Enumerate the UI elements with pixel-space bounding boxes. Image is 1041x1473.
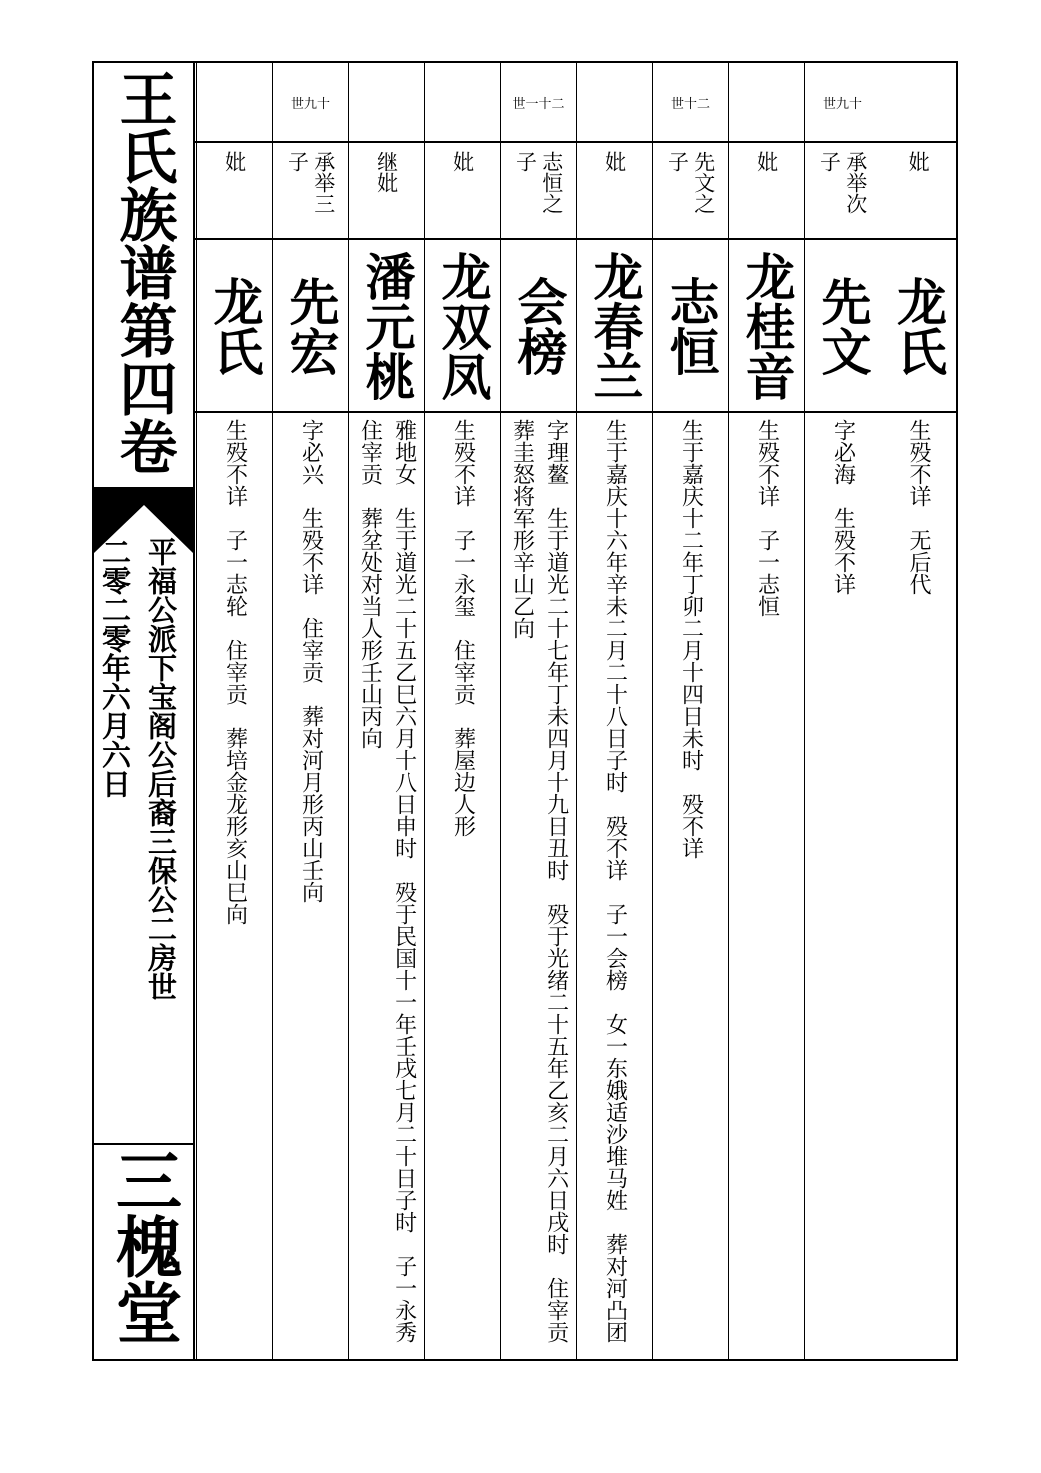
relation-label: 妣 xyxy=(906,150,931,172)
relation-label: 志恒之子 xyxy=(513,150,564,214)
book-title-text: 王氏族谱第四卷 xyxy=(109,69,178,475)
person-name: 龙氏 xyxy=(889,276,948,376)
relation-label: 妣 xyxy=(754,150,779,172)
compile-date: 二零二零年六月六日 xyxy=(98,537,132,798)
entry-column-2 xyxy=(804,63,880,1359)
person-bio: 字必兴 生殁不详 住宰贡 葬对河月形丙山壬向 xyxy=(298,419,324,903)
hall-divider xyxy=(94,1143,193,1145)
entry-column-7 xyxy=(424,63,500,1359)
person-name: 先宏 xyxy=(281,276,341,376)
person-bio: 生殁不详 无后代 xyxy=(906,419,932,595)
bio-cell xyxy=(273,419,348,1349)
person-name: 龙桂音 xyxy=(737,251,797,401)
name-cell xyxy=(880,241,956,411)
name-cell xyxy=(349,241,424,411)
genealogy-grid xyxy=(195,63,956,1365)
person-bio: 生殁不详 子一志轮 住宰贡 葬培金龙形亥山巳向 xyxy=(222,419,248,925)
generation-label: 世九十 xyxy=(290,96,330,112)
person-bio: 生于嘉庆十六年辛未二月二十八日子时 殁不详 子一会榜 女一东娥适沙堆马姓 葬对河凸团 xyxy=(602,419,628,1343)
name-cell xyxy=(501,241,576,411)
person-bio: 字理鳌 生于道光二十七年丁未四月十九日丑时 殁于光绪二十五年乙亥二月六日戌时 住宰贡 葬圭怒将军形辛山乙向 xyxy=(509,419,569,1365)
generation-label xyxy=(425,63,500,141)
person-name: 先文 xyxy=(813,276,873,376)
relation-cell xyxy=(273,143,348,238)
generation-label xyxy=(349,63,424,141)
entry-column-8 xyxy=(348,63,424,1365)
person-name: 志恒 xyxy=(661,276,721,376)
person-bio: 生于嘉庆十二年丁卯二月十四日未时 殁不详 xyxy=(678,419,704,859)
bio-cell xyxy=(349,419,424,1365)
branch-lineage-text: 平福公派下宝阁公后裔三保公二房世 xyxy=(144,537,178,1001)
relation-cell xyxy=(349,143,424,238)
relation-label: 继妣 xyxy=(374,150,399,193)
bio-cell xyxy=(805,419,880,1349)
name-cell xyxy=(577,241,652,411)
entry-column-9 xyxy=(272,63,348,1359)
generation-label: 世一十二 xyxy=(512,96,565,112)
bio-cell xyxy=(577,419,652,1349)
bio-cell xyxy=(880,419,956,1349)
entry-column-6 xyxy=(500,63,576,1365)
relation-label: 承举次子 xyxy=(817,150,868,214)
name-cell xyxy=(273,241,348,411)
bio-cell xyxy=(425,419,500,1349)
generation-label: 世九十 xyxy=(822,96,862,112)
name-cell xyxy=(729,241,804,411)
row-divider-relation xyxy=(195,238,956,240)
person-name: 龙春兰 xyxy=(585,251,645,401)
generation-label xyxy=(880,63,956,141)
relation-cell xyxy=(880,143,956,238)
relation-label: 承举三子 xyxy=(285,150,336,214)
relation-label: 妣 xyxy=(450,150,475,172)
row-divider-generation xyxy=(195,141,956,143)
entry-column-5 xyxy=(576,63,652,1359)
relation-cell xyxy=(577,143,652,238)
person-name: 潘元桃 xyxy=(357,251,417,401)
name-cell xyxy=(653,241,728,411)
relation-cell xyxy=(501,143,576,238)
name-cell xyxy=(425,241,500,411)
relation-cell xyxy=(653,143,728,238)
bio-cell xyxy=(197,419,272,1349)
relation-cell xyxy=(425,143,500,238)
relation-cell xyxy=(729,143,804,238)
relation-label: 妣 xyxy=(602,150,627,172)
relation-label: 妣 xyxy=(222,150,247,172)
relation-cell xyxy=(197,143,272,238)
generation-label xyxy=(577,63,652,141)
person-bio: 生殁不详 子一志恒 xyxy=(754,419,780,617)
person-name: 会榜 xyxy=(509,276,569,376)
name-cell xyxy=(805,241,880,411)
hall-name xyxy=(94,1147,193,1345)
person-name: 龙双凤 xyxy=(433,251,493,401)
generation-label xyxy=(197,63,272,141)
generation-label xyxy=(729,63,804,141)
bio-cell xyxy=(729,419,804,1349)
bio-cell xyxy=(653,419,728,1349)
person-bio: 雅地女 生于道光二十五乙巳六月十八日申时 殁于民国十一年壬戌七月二十日子时 子一永秀 住宰贡 葬坌处对当人形壬山丙向 xyxy=(357,419,417,1365)
entry-column-10 xyxy=(196,63,272,1359)
book-title xyxy=(94,69,193,487)
page-frame xyxy=(92,61,958,1365)
name-cell xyxy=(197,241,272,411)
entry-column-4 xyxy=(652,63,728,1359)
title-panel xyxy=(94,63,195,1359)
person-name: 龙氏 xyxy=(205,276,265,376)
row-divider-name xyxy=(195,411,956,413)
person-bio: 字必海 生殁不详 xyxy=(830,419,856,595)
bio-cell xyxy=(501,419,576,1365)
relation-label: 先文之子 xyxy=(665,150,716,214)
hall-name-text: 三槐堂 xyxy=(104,1147,183,1345)
generation-label: 世十二 xyxy=(670,96,710,112)
entry-column-1 xyxy=(880,63,956,1359)
entry-column-3 xyxy=(728,63,804,1359)
relation-cell xyxy=(805,143,880,238)
person-bio: 生殁不详 子一永玺 住宰贡 葬屋边人形 xyxy=(450,419,476,837)
